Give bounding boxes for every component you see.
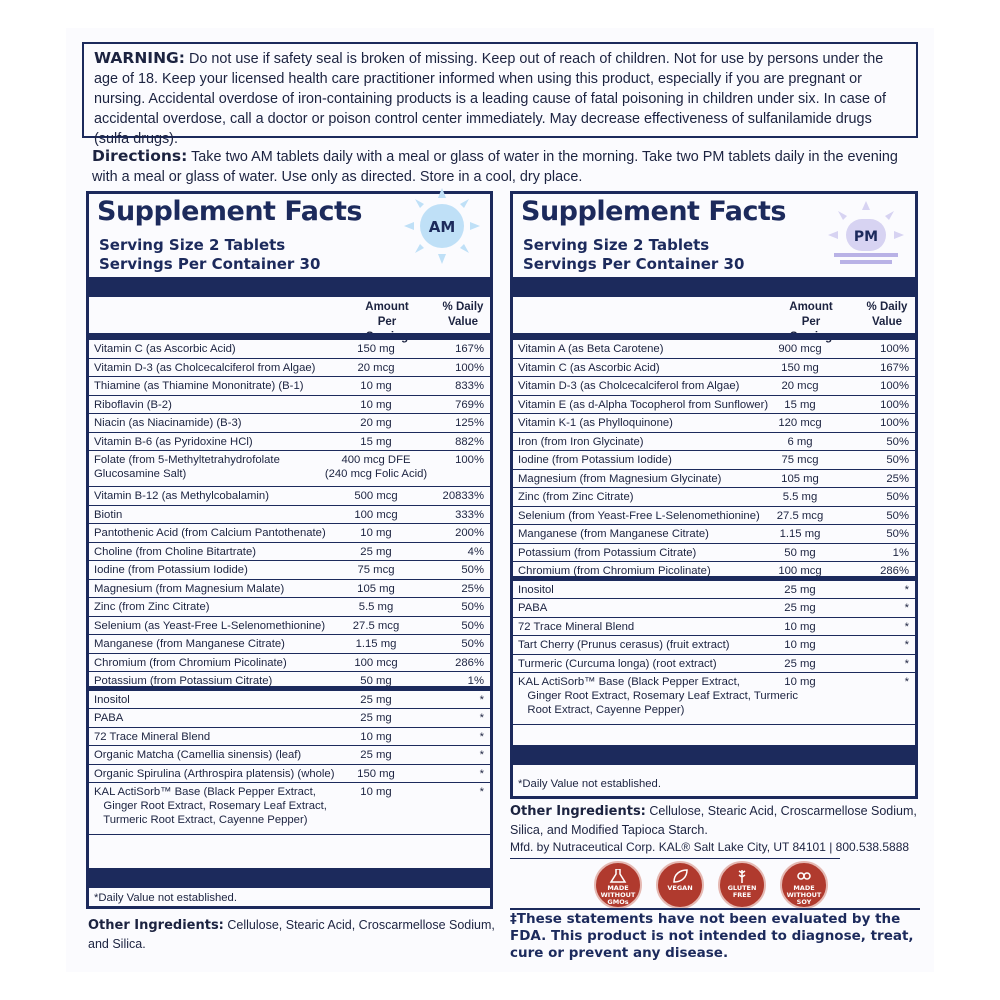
nutrient-name: Vitamin C (as Ascorbic Acid) xyxy=(94,343,236,355)
other-ingredients-label: Other Ingredients: xyxy=(510,804,646,819)
nutrient-daily-value: 100% xyxy=(455,361,484,374)
nutrient-amount: 100 mcg xyxy=(778,565,822,577)
nutrient-name: Vitamin B-6 (as Pyridoxine HCl) xyxy=(94,435,253,448)
nutrient-amount: 50 mg xyxy=(784,546,816,559)
nutrient-name: Manganese (from Manganese Citrate) xyxy=(94,638,285,650)
nutrient-name: Thiamine (as Thiamine Mononitrate) (B-1) xyxy=(94,380,304,392)
nutrient-amount: 100 mcg xyxy=(354,508,398,521)
nutrient-daily-value: 100% xyxy=(880,398,909,411)
nutrient-amount: 150 mg xyxy=(781,361,819,374)
nutrient-daily-value: 25% xyxy=(886,472,909,485)
nutrient-table xyxy=(513,340,915,725)
nutrient-row xyxy=(513,673,915,725)
nutrient-daily-value: 1% xyxy=(892,546,909,559)
servings-per-container: Servings Per Container 30 xyxy=(523,255,745,273)
nutrient-amount: 15 mg xyxy=(360,435,392,448)
nutrient-daily-value: * xyxy=(904,620,909,633)
nutrient-amount: 120 mcg xyxy=(778,417,822,429)
nutrient-daily-value: * xyxy=(904,676,909,688)
nutrient-daily-value: * xyxy=(479,693,484,706)
nutrient-row xyxy=(89,524,490,543)
nutrient-amount: 10 mg xyxy=(360,527,392,539)
nutrient-name: Magnesium (from Magnesium Glycinate) xyxy=(518,472,722,485)
nutrient-name: Potassium (from Potassium Citrate) xyxy=(518,546,697,559)
non-gmo-badge xyxy=(594,861,642,909)
nutrient-name: Chromium (from Chromium Picolinate) xyxy=(94,656,287,669)
badge-text: VEGAN xyxy=(667,884,693,892)
nutrient-amount: 5.5 mg xyxy=(358,601,394,613)
nutrient-row xyxy=(89,414,490,433)
serving-size: Serving Size 2 Tablets xyxy=(523,236,710,254)
footnote: *Daily Value not established. xyxy=(94,892,237,904)
nutrient-row xyxy=(89,672,490,691)
nutrient-row xyxy=(513,581,915,600)
nutrient-daily-value: 833% xyxy=(455,380,484,392)
fda-disclaimer: ‡These statements have not been evaluated by the FDA. This product is not intended to diagnose, treat, cure or prevent any disease. xyxy=(510,911,914,961)
other-ingredients-text: Cellulose, Stearic Acid, Croscarmellose Sodium, Silica, and Modified Tapioca Starch. xyxy=(510,804,917,837)
nutrient-name: 72 Trace Mineral Blend xyxy=(94,730,211,743)
other-ingredients-pm xyxy=(510,802,920,839)
nutrient-daily-value: 286% xyxy=(880,565,909,577)
nutrient-name: Vitamin E (as d-Alpha Tocopherol from Sunflower) xyxy=(518,398,769,411)
nutrient-row xyxy=(89,561,490,580)
nutrient-amount: 1.15 mg xyxy=(355,638,397,650)
nutrient-name: Zinc (from Zinc Citrate) xyxy=(518,491,634,503)
nutrient-row xyxy=(89,506,490,525)
other-ingredients-am xyxy=(88,916,508,953)
nutrient-daily-value: 100% xyxy=(880,417,909,429)
nutrient-daily-value: * xyxy=(904,583,909,596)
nutrient-amount: 27.5 mcg xyxy=(776,509,824,522)
nutrient-name: Vitamin K-1 (as Phylloquinone) xyxy=(518,417,673,429)
nutrient-amount: 150 mg xyxy=(357,767,395,780)
warning-box xyxy=(82,42,918,147)
nutrient-amount: 75 mcg xyxy=(781,454,819,466)
column-header-amount: Amount Per xyxy=(365,301,409,328)
nutrient-amount: 400 mcg DFE (240 mcg Folic Acid) xyxy=(324,454,428,480)
nutrient-amount: 900 mcg xyxy=(778,343,822,355)
warning-label: WARNING: xyxy=(94,49,185,67)
manufacturer-line: Mfd. by Nutraceutical Corp. KAL® Salt Lake City, UT 84101 | 800.538.5888 xyxy=(510,840,910,854)
flask-icon xyxy=(609,869,627,883)
nutrient-name: KAL ActiSorb™ Base (Black Pepper Extract, Ginger Root Extract, Rosemary Leaf Extract, Turmeric Root Extract, Cayenne Pepper) xyxy=(518,676,799,716)
nutrient-row xyxy=(513,414,915,433)
divider-bar xyxy=(89,277,490,297)
nutrient-amount: 25 mg xyxy=(784,583,816,596)
nutrient-row xyxy=(513,470,915,489)
soy-icon xyxy=(795,869,813,883)
soy-free-badge xyxy=(780,861,828,909)
nutrient-row xyxy=(513,525,915,544)
column-header-amount: Amount Per xyxy=(789,301,833,328)
gluten-free-badge xyxy=(718,861,766,909)
nutrient-name: Niacin (as Niacinamide) (B-3) xyxy=(94,417,242,429)
nutrient-amount: 6 mg xyxy=(787,435,813,448)
nutrient-name: Organic Spirulina (Arthrospira platensis) (whole) xyxy=(94,767,335,780)
nutrient-amount: 10 mg xyxy=(784,639,816,651)
nutrient-amount: 20 mg xyxy=(360,417,392,429)
nutrient-name: Chromium (from Chromium Picolinate) xyxy=(518,565,711,577)
nutrient-row xyxy=(89,765,490,784)
nutrient-daily-value: 167% xyxy=(455,343,484,355)
nutrient-row xyxy=(513,544,915,563)
nutrient-row xyxy=(89,746,490,765)
nutrient-row xyxy=(513,599,915,618)
nutrient-amount: 105 mg xyxy=(357,582,395,595)
serving-size: Serving Size 2 Tablets xyxy=(99,236,286,254)
nutrient-row xyxy=(89,340,490,359)
directions-text: Take two AM tablets daily with a meal or glass of water in the morning. Take two PM tablets daily in the evening with a meal or glass of water. Use only as directed. Store in a cool, dry place. xyxy=(92,149,898,185)
servings-per-container: Servings Per Container 30 xyxy=(99,255,321,273)
nutrient-name: Iron (from Iron Glycinate) xyxy=(518,435,644,448)
vegan-badge xyxy=(656,861,704,909)
nutrient-daily-value: 882% xyxy=(455,435,484,448)
nutrient-amount: 25 mg xyxy=(360,712,392,724)
badge-text: GLUTEN FREE xyxy=(727,884,757,899)
nutrient-amount: 500 mcg xyxy=(354,490,398,502)
nutrient-daily-value: 100% xyxy=(455,454,484,466)
nutrient-row xyxy=(513,562,915,581)
divider-bar xyxy=(513,333,915,340)
nutrient-daily-value: 100% xyxy=(880,343,909,355)
nutrient-amount: 15 mg xyxy=(784,398,816,411)
nutrient-daily-value: 50% xyxy=(461,619,484,632)
nutrient-amount: 150 mg xyxy=(357,343,395,355)
am-sun-icon xyxy=(402,186,482,266)
nutrient-row xyxy=(89,543,490,562)
nutrient-daily-value: 125% xyxy=(455,417,484,429)
nutrient-name: Iodine (from Potassium Iodide) xyxy=(518,454,672,466)
divider-line xyxy=(510,908,920,910)
nutrient-daily-value: * xyxy=(479,767,484,780)
panel-title: Supplement Facts xyxy=(521,196,786,227)
nutrient-daily-value: 50% xyxy=(886,435,909,448)
nutrient-name: Selenium (as Yeast-Free L-Selenomethionine) xyxy=(94,619,326,632)
nutrient-amount: 20 mcg xyxy=(781,380,819,392)
nutrient-daily-value: * xyxy=(479,712,484,724)
supplement-facts-pm xyxy=(510,191,918,799)
directions xyxy=(92,146,922,187)
nutrient-daily-value: 769% xyxy=(455,398,484,411)
nutrient-name: Choline (from Choline Bitartrate) xyxy=(94,545,256,558)
nutrient-amount: 10 mg xyxy=(784,676,816,688)
nutrient-amount: 100 mcg xyxy=(354,656,398,669)
nutrient-row xyxy=(513,507,915,526)
nutrient-name: Organic Matcha (Camellia sinensis) (leaf) xyxy=(94,749,302,761)
divider-bar xyxy=(513,745,915,765)
nutrient-daily-value: 333% xyxy=(455,508,484,521)
nutrient-daily-value: 50% xyxy=(461,564,484,576)
nutrient-row xyxy=(89,783,490,835)
nutrient-row xyxy=(89,617,490,636)
nutrient-row xyxy=(513,618,915,637)
nutrient-name: PABA xyxy=(518,602,548,614)
nutrient-row xyxy=(513,377,915,396)
nutrient-row xyxy=(89,598,490,617)
nutrient-daily-value: 167% xyxy=(880,361,909,374)
nutrient-daily-value: 50% xyxy=(461,601,484,613)
nutrient-daily-value: * xyxy=(479,730,484,743)
nutrient-row xyxy=(513,359,915,378)
nutrient-name: Magnesium (from Magnesium Malate) xyxy=(94,582,285,595)
nutrient-row xyxy=(89,359,490,378)
nutrient-amount: 50 mg xyxy=(360,675,392,687)
nutrient-row xyxy=(89,580,490,599)
nutrient-amount: 25 mg xyxy=(360,545,392,558)
nutrient-name: Vitamin D-3 (as Cholcecalciferol from Algae) xyxy=(94,361,316,374)
nutrient-amount: 25 mg xyxy=(360,749,392,761)
nutrient-name: 72 Trace Mineral Blend xyxy=(518,620,635,633)
nutrient-amount: 25 mg xyxy=(784,602,816,614)
nutrient-daily-value: 50% xyxy=(461,638,484,650)
nutrient-row xyxy=(513,433,915,452)
nutrient-name: Vitamin C (as Ascorbic Acid) xyxy=(518,361,660,374)
nutrient-row xyxy=(513,488,915,507)
nutrient-daily-value: * xyxy=(904,639,909,651)
nutrient-row xyxy=(89,396,490,415)
nutrient-name: KAL ActiSorb™ Base (Black Pepper Extract, Ginger Root Extract, Rosemary Leaf Extract, Turmeric Root Extract, Cayenne Pepper) xyxy=(94,786,327,826)
nutrient-daily-value: 50% xyxy=(886,491,909,503)
divider-bar xyxy=(89,868,490,888)
divider-line xyxy=(510,858,840,859)
other-ingredients-text: Cellulose, Stearic Acid, Croscarmellose Sodium, and Silica. xyxy=(88,918,495,951)
nutrient-amount: 1.15 mg xyxy=(779,528,821,540)
nutrient-row xyxy=(89,377,490,396)
nutrient-amount: 25 mg xyxy=(360,693,392,706)
nutrient-name: Pantothenic Acid (from Calcium Pantothenate) xyxy=(94,527,326,539)
nutrient-name: Inositol xyxy=(94,693,130,706)
nutrient-name: Manganese (from Manganese Citrate) xyxy=(518,528,709,540)
nutrient-daily-value: 100% xyxy=(880,380,909,392)
badge-text: MADE WITHOUT GMOs xyxy=(600,884,636,906)
nutrient-name: Zinc (from Zinc Citrate) xyxy=(94,601,210,613)
nutrient-name: Selenium (from Yeast-Free L-Selenomethionine) xyxy=(518,509,760,522)
nutrient-daily-value: 50% xyxy=(886,528,909,540)
nutrient-amount: 10 mg xyxy=(360,380,392,392)
nutrient-amount: 75 mcg xyxy=(357,564,395,576)
nutrient-row xyxy=(89,487,490,506)
divider-bar xyxy=(513,277,915,297)
nutrient-row xyxy=(89,728,490,747)
nutrient-daily-value: 1% xyxy=(467,675,484,687)
nutrient-row xyxy=(513,340,915,359)
supplement-facts-am xyxy=(86,191,493,909)
nutrient-name: Riboflavin (B-2) xyxy=(94,398,172,411)
column-header-daily-value: % Daily Value xyxy=(442,301,484,328)
pm-moon-icon xyxy=(826,199,906,269)
nutrient-row xyxy=(89,635,490,654)
directions-label: Directions: xyxy=(92,147,188,165)
nutrient-amount: 105 mg xyxy=(781,472,819,485)
nutrient-amount: 25 mg xyxy=(784,657,816,670)
nutrient-amount: 20 mcg xyxy=(357,361,395,374)
nutrient-amount: 10 mg xyxy=(360,730,392,743)
nutrient-daily-value: 50% xyxy=(886,454,909,466)
nutrient-row xyxy=(89,451,490,487)
nutrient-name: Vitamin B-12 (as Methylcobalamin) xyxy=(94,490,269,502)
leaf-icon xyxy=(671,869,689,883)
nutrient-amount: 27.5 mcg xyxy=(352,619,400,632)
nutrient-amount: 10 mg xyxy=(784,620,816,633)
nutrient-row xyxy=(513,396,915,415)
badge-text: MADE WITHOUT SOY xyxy=(786,884,822,906)
nutrient-table xyxy=(89,340,490,835)
nutrient-name: Potassium (from Potassium Citrate) xyxy=(94,675,273,687)
nutrient-row xyxy=(513,451,915,470)
wheat-icon xyxy=(733,869,751,883)
nutrient-amount: 5.5 mg xyxy=(782,491,818,503)
nutrient-daily-value: 50% xyxy=(886,509,909,522)
pm-badge-label: PM xyxy=(853,229,879,245)
nutrient-row xyxy=(89,654,490,673)
certification-badges xyxy=(594,861,834,909)
nutrient-name: Folate (from 5-Methyltetrahydrofolate Glucosamine Salt) xyxy=(94,454,280,480)
nutrient-row xyxy=(513,655,915,674)
column-header-daily-value: % Daily Value xyxy=(866,301,908,328)
nutrient-name: Turmeric (Curcuma longa) (root extract) xyxy=(518,657,717,670)
nutrient-row xyxy=(513,636,915,655)
nutrient-daily-value: * xyxy=(479,786,484,798)
nutrient-daily-value: * xyxy=(904,602,909,614)
divider-bar xyxy=(89,333,490,340)
nutrient-name: Biotin xyxy=(94,508,123,521)
am-badge-label: AM xyxy=(428,218,456,236)
nutrient-row xyxy=(89,433,490,452)
nutrient-daily-value: 25% xyxy=(461,582,484,595)
nutrient-name: Inositol xyxy=(518,583,554,596)
nutrient-name: Vitamin D-3 (as Cholcecalciferol from Algae) xyxy=(518,380,740,392)
nutrient-row xyxy=(89,691,490,710)
panel-title: Supplement Facts xyxy=(97,196,362,227)
other-ingredients-label: Other Ingredients: xyxy=(88,918,224,933)
nutrient-daily-value: * xyxy=(904,657,909,670)
nutrient-daily-value: 286% xyxy=(455,656,484,669)
nutrient-name: Iodine (from Potassium Iodide) xyxy=(94,564,248,576)
nutrient-daily-value: 4% xyxy=(467,545,484,558)
nutrient-daily-value: 200% xyxy=(455,527,484,539)
nutrient-daily-value: 20833% xyxy=(442,490,484,502)
warning-text: Do not use if safety seal is broken of missing. Keep out of reach of children. Not for use by persons under the age of 18. Keep your licensed health care practitioner informed when using this product, especially if you are pregnant or nursing. Accidental overdose of iron-containing products is a leading cause of fatal poisoning in children under six. In case of accidental overdose, call a doctor or poison control center immediately. May decrease effectiveness of sulfanilamide drugs (sulfa drugs). xyxy=(94,51,886,147)
nutrient-amount: 10 mg xyxy=(360,786,392,798)
nutrient-name: Tart Cherry (Prunus cerasus) (fruit extract) xyxy=(518,639,730,651)
nutrient-name: Vitamin A (as Beta Carotene) xyxy=(518,343,664,355)
nutrient-daily-value: * xyxy=(479,749,484,761)
nutrient-amount: 10 mg xyxy=(360,398,392,411)
nutrient-row xyxy=(89,709,490,728)
nutrient-name: PABA xyxy=(94,712,124,724)
footnote: *Daily Value not established. xyxy=(518,778,661,790)
